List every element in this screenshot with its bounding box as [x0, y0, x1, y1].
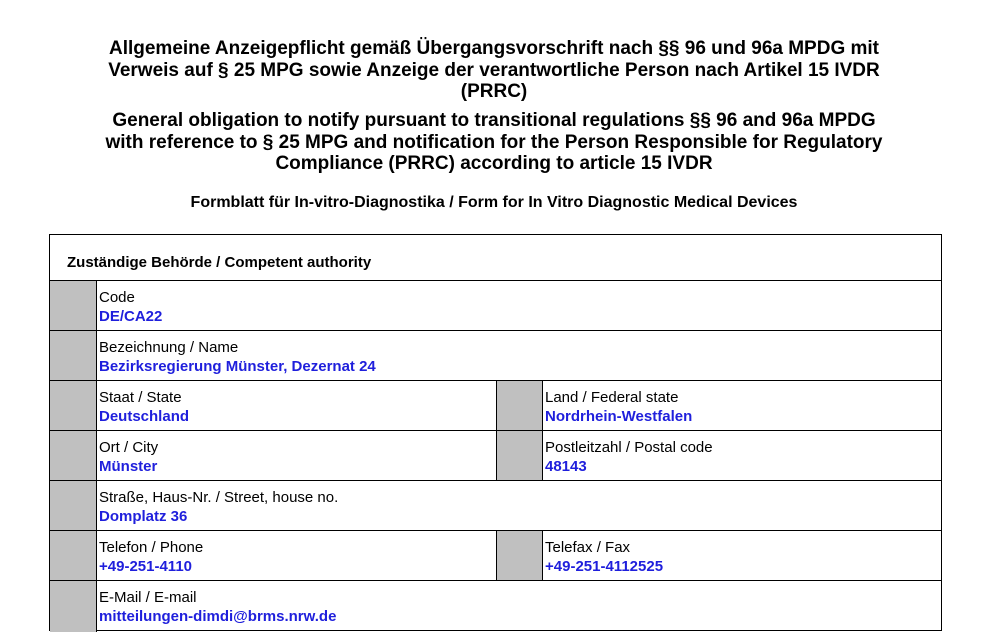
- title-german-line: Verweis auf § 25 MPG sowie Anzeige der verantwortliche Person nach Artikel 15 IVDR: [108, 59, 880, 81]
- field-postal-code-value[interactable]: 48143: [545, 458, 587, 475]
- row-marker: [50, 431, 97, 480]
- row-marker: [50, 481, 97, 530]
- section-header: [50, 235, 941, 281]
- field-fax-label: Telefax / Fax: [545, 539, 631, 556]
- row-marker: [496, 531, 543, 580]
- field-code[interactable]: [97, 281, 941, 330]
- title-english-line: General obligation to notify pursuant to transitional regulations §§ 96 and 96a MPDG: [112, 110, 876, 131]
- row-code: [50, 281, 941, 331]
- competent-authority-table: [49, 234, 942, 631]
- row-marker: [50, 381, 97, 430]
- field-email-label: E-Mail / E-mail: [99, 589, 197, 606]
- row-marker: [50, 331, 97, 380]
- row-phone: [50, 531, 941, 581]
- field-street-label: Straße, Haus-Nr. / Street, house no.: [99, 489, 339, 506]
- form-subtitle: Formblatt für In-vitro-Diagnostika / Form for In Vitro Diagnostic Medical Devices: [190, 194, 798, 211]
- field-postal-code[interactable]: [543, 431, 941, 480]
- field-street[interactable]: [97, 481, 941, 530]
- field-code-value[interactable]: DE/CA22: [99, 308, 163, 325]
- field-name-label: Bezeichnung / Name: [99, 339, 239, 356]
- row-marker: [496, 381, 543, 430]
- field-email[interactable]: [97, 581, 941, 632]
- field-name[interactable]: [97, 331, 941, 380]
- title-english: [0, 110, 988, 175]
- title-english-line: with reference to § 25 MPG and notification for the Person Responsible for Regulatory: [105, 131, 883, 153]
- row-marker: [50, 531, 97, 580]
- field-code-label: Code: [99, 289, 135, 306]
- row-state: [50, 381, 941, 431]
- field-phone-label: Telefon / Phone: [99, 539, 204, 556]
- row-street: [50, 481, 941, 531]
- row-name: [50, 331, 941, 381]
- field-city[interactable]: [97, 431, 496, 480]
- title-german-line: Allgemeine Anzeigepflicht gemäß Übergangsvorschrift nach §§ 96 und 96a MPDG mit: [108, 38, 880, 59]
- field-federal-state-label: Land / Federal state: [545, 389, 679, 406]
- field-street-value[interactable]: Domplatz 36: [99, 508, 188, 525]
- row-marker: [496, 431, 543, 480]
- field-email-value[interactable]: mitteilungen-dimdi@brms.nrw.de: [99, 608, 337, 625]
- field-city-label: Ort / City: [99, 439, 159, 456]
- field-phone[interactable]: [97, 531, 496, 580]
- field-state-value[interactable]: Deutschland: [99, 408, 190, 425]
- row-city: [50, 431, 941, 481]
- field-postal-code-label: Postleitzahl / Postal code: [545, 439, 713, 456]
- field-federal-state-value[interactable]: Nordrhein-Westfalen: [545, 408, 693, 425]
- title-german: [0, 38, 988, 103]
- section-header-label: Zuständige Behörde / Competent authority: [67, 254, 372, 271]
- row-email: [50, 581, 941, 632]
- row-marker: [50, 281, 97, 330]
- title-english-line: Compliance (PRRC) according to article 15 IVDR: [275, 153, 713, 174]
- field-fax[interactable]: [543, 531, 941, 580]
- field-federal-state[interactable]: [543, 381, 941, 430]
- title-german-line: (PRRC): [460, 81, 528, 102]
- field-state-label: Staat / State: [99, 389, 182, 406]
- field-name-value[interactable]: Bezirksregierung Münster, Dezernat 24: [99, 358, 376, 375]
- field-fax-value[interactable]: +49-251-4112525: [545, 558, 664, 575]
- row-marker: [50, 581, 97, 632]
- field-city-value[interactable]: Münster: [99, 458, 158, 475]
- field-state[interactable]: [97, 381, 496, 430]
- field-phone-value[interactable]: +49-251-4110: [99, 558, 193, 575]
